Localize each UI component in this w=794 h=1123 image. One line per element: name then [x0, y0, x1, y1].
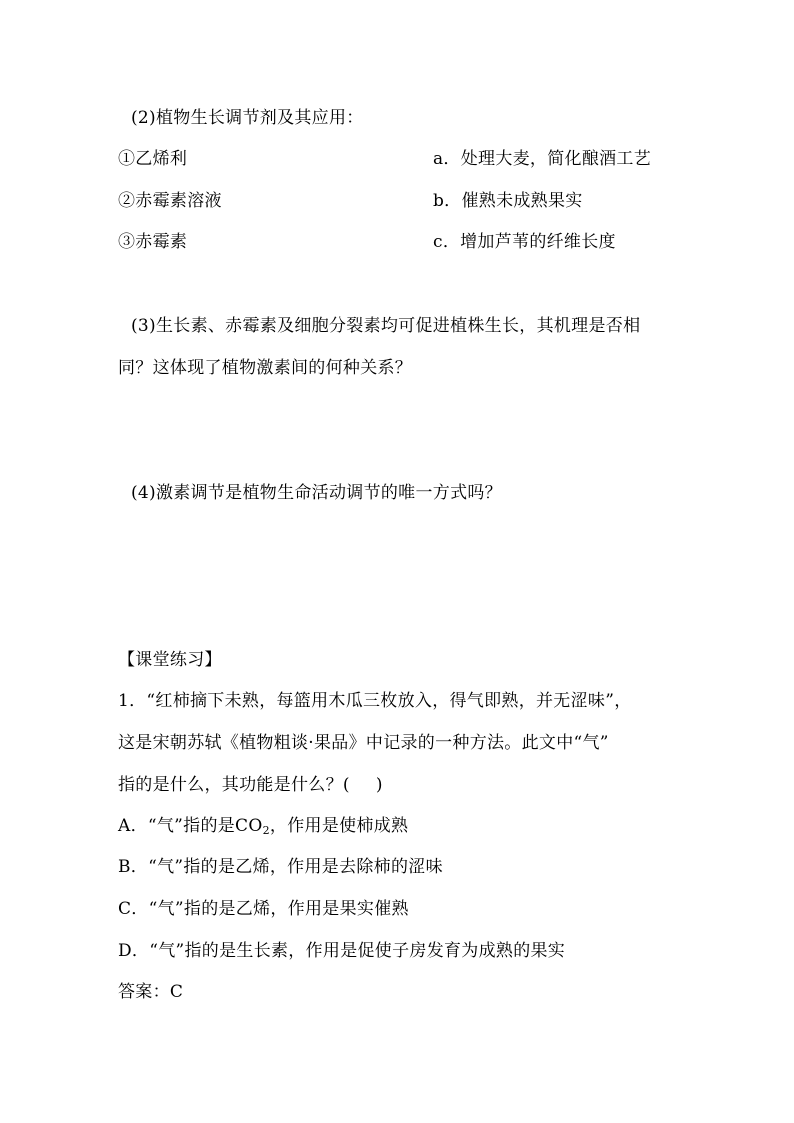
q3-line-2: 同？这体现了植物激素间的何种关系？	[118, 358, 413, 378]
practice-q1-line-2: 这是宋朝苏轼《植物粗谈·果品》中记录的一种方法。此文中“气”	[118, 733, 609, 753]
option-d: D．“气”指的是生长素，作用是促使子房发育为成熟的果实	[118, 941, 566, 961]
q2-row-1-left: ①乙烯利	[118, 149, 188, 169]
q2-row-2-left: ②赤霉素溶液	[118, 191, 222, 211]
q2-heading: (2)植物生长调节剂及其应用：	[131, 108, 364, 128]
q2-row-3-right: c．增加芦苇的纤维长度	[433, 232, 616, 252]
q2-row-1	[118, 147, 652, 171]
q2-row-2-right: b．催熟未成熟果实	[433, 191, 583, 211]
answer-line: 答案：C	[118, 982, 184, 1002]
q4-line-1: (4)激素调节是植物生命活动调节的唯一方式吗？	[131, 483, 502, 503]
q3-line-1: (3)生长素、赤霉素及细胞分裂素均可促进植株生长，其机理是否相	[131, 316, 641, 336]
practice-q1-line-1: 1．“红柿摘下未熟，每篮用木瓜三枚放入，得气即熟，并无涩味”，	[118, 691, 632, 711]
practice-q1-line-3-text: 指的是什么，其功能是什么？(	[118, 775, 350, 795]
q2-row-2	[118, 189, 583, 213]
q2-row-3-left: ③赤霉素	[118, 232, 188, 252]
option-c: C．“气”指的是乙烯，作用是果实催熟	[118, 899, 409, 919]
option-a-text: A．“气”指的是CO	[118, 816, 263, 836]
q2-row-3	[118, 230, 616, 254]
option-a-text-end: ，作用是使柿成熟	[269, 816, 409, 836]
option-b: B．“气”指的是乙烯，作用是去除柿的涩味	[118, 857, 443, 877]
practice-q1-line-3	[118, 773, 383, 797]
q2-row-1-right: a．处理大麦，简化酿酒工艺	[433, 149, 652, 169]
option-a-subscript: 2	[262, 824, 270, 837]
practice-section-title: 【课堂练习】	[118, 650, 222, 670]
option-a	[118, 814, 408, 838]
practice-q1-line-3-close: )	[375, 775, 383, 795]
